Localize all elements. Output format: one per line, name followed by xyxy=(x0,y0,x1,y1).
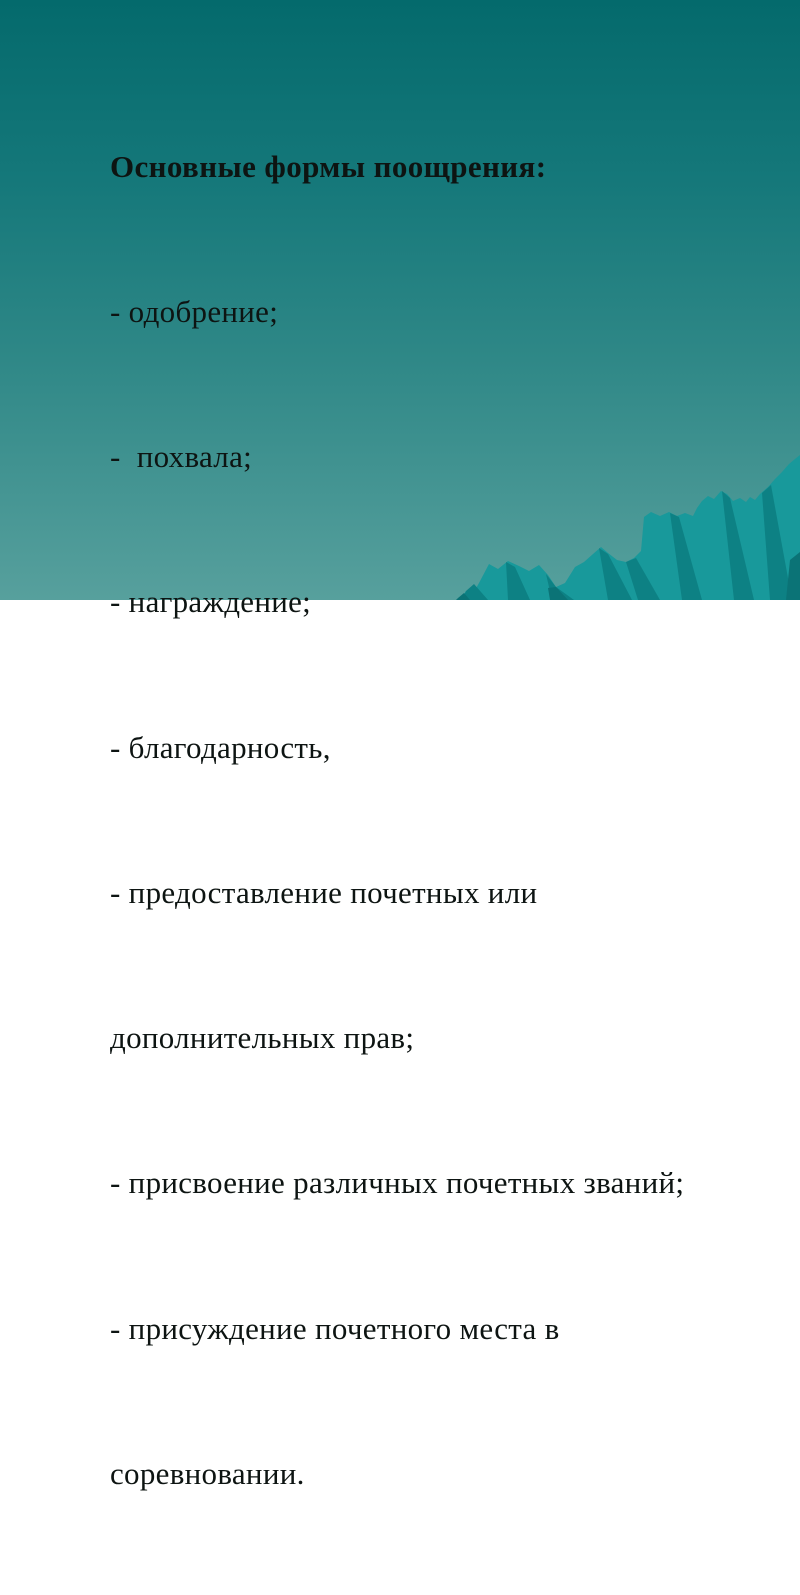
bullet-item: - похвала; xyxy=(110,439,253,475)
bullet-item: - присвоение различных почетных званий; xyxy=(110,1165,685,1201)
bullet-item: - предоставление почетных или xyxy=(110,874,538,910)
bullet-item: - присуждение почетного места в xyxy=(110,1310,560,1346)
slide-text-block xyxy=(110,46,790,1595)
bullet-item-continuation: дополнительных прав; xyxy=(110,1020,415,1056)
bullet-item-continuation: соревновании. xyxy=(110,1455,305,1491)
bullet-item: - благодарность, xyxy=(110,729,331,765)
bullet-item: - награждение; xyxy=(110,584,312,620)
slide-title: Основные формы поощрения: xyxy=(110,148,547,184)
bullet-item: - одобрение; xyxy=(110,294,279,330)
